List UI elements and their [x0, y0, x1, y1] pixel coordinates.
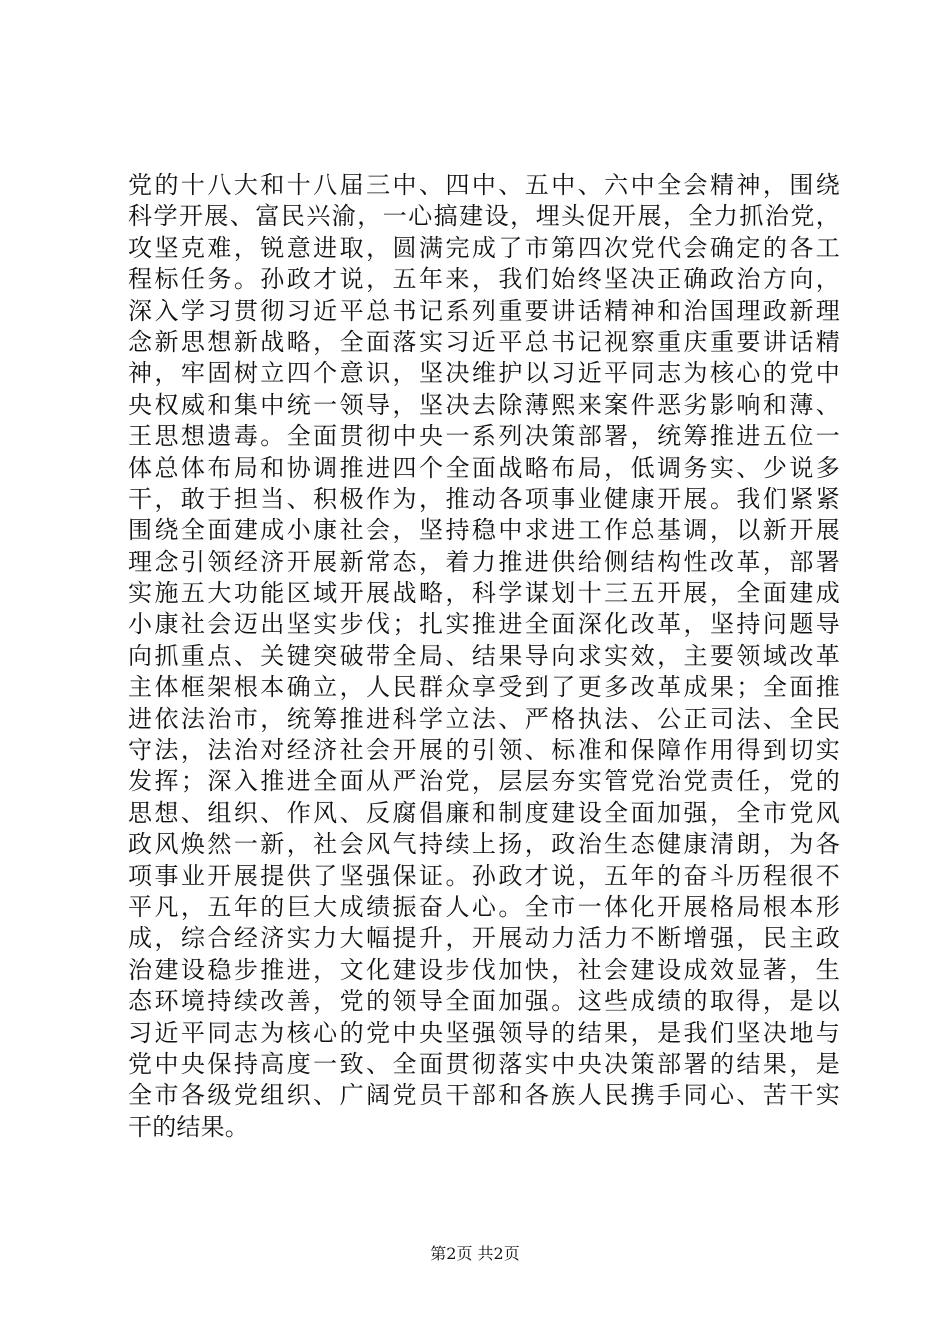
text-line: 发挥；深入推进全面从严治党，层层夯实管党治党责任，党的	[128, 767, 840, 796]
text-line: 党的十八大和十八届三中、四中、五中、六中全会精神，围绕	[128, 171, 840, 199]
text-line: 习近平同志为核心的党中央坚强领导的结果，是我们坚决地与	[128, 1018, 840, 1047]
text-line: 深入学习贯彻习近平总书记系列重要讲话精神和治国理政新理	[128, 296, 840, 325]
body-paragraph	[128, 170, 840, 1143]
text-line: 治建设稳步推进，文化建设步伐加快，社会建设成效显著，生	[128, 955, 840, 984]
text-line: 科学开展、富民兴渝，一心搞建设，埋头促开展，全力抓治党，	[128, 202, 840, 231]
text-line: 政风焕然一新，社会风气持续上扬，政治生态健康清朗，为各	[128, 830, 840, 859]
text-line: 党中央保持高度一致、全面贯彻落实中央决策部署的结果，是	[128, 1049, 840, 1078]
text-line: 小康社会迈出坚实步伐；扎实推进全面深化改革，坚持问题导	[128, 610, 840, 639]
text-line: 态环境持续改善，党的领导全面加强。这些成绩的取得，是以	[128, 987, 840, 1016]
text-line: 攻坚克难，锐意进取，圆满完成了市第四次党代会确定的各工	[128, 233, 840, 262]
text-line: 进依法治市，统筹推进科学立法、严格执法、公正司法、全民	[128, 704, 840, 733]
text-line: 干的结果。	[128, 1112, 249, 1141]
text-line: 理念引领经济开展新常态，着力推进供给侧结构性改革，部署	[128, 547, 840, 576]
text-line: 思想、组织、作风、反腐倡廉和制度建设全面加强，全市党风	[128, 798, 840, 827]
text-line: 平凡，五年的巨大成绩振奋人心。全市一体化开展格局根本形	[128, 892, 840, 921]
text-line: 围绕全面建成小康社会，坚持稳中求进工作总基调，以新开展	[128, 516, 840, 545]
text-line: 向抓重点、关键突破带全局、结果导向求实效，主要领域改革	[128, 641, 840, 670]
text-line: 干，敢于担当、积极作为，推动各项事业健康开展。我们紧紧	[128, 484, 840, 513]
text-line: 守法，法治对经济社会开展的引领、标准和保障作用得到切实	[128, 736, 840, 765]
page-number-footer: 第2页 共2页	[430, 1244, 520, 1263]
text-line: 成，综合经济实力大幅提升，开展动力活力不断增强，民主政	[128, 924, 840, 953]
text-line: 念新思想新战略，全面落实习近平总书记视察重庆重要讲话精	[128, 327, 840, 356]
text-line: 体总体布局和协调推进四个全面战略布局，低调务实、少说多	[128, 453, 840, 482]
text-line: 神，牢固树立四个意识，坚决维护以习近平同志为核心的党中	[128, 359, 840, 388]
text-line: 实施五大功能区域开展战略，科学谋划十三五开展，全面建成	[128, 579, 840, 608]
text-line: 程标任务。孙政才说，五年来，我们始终坚决正确政治方向，	[128, 265, 840, 294]
text-line: 全市各级党组织、广阔党员干部和各族人民携手同心、苦干实	[128, 1081, 840, 1110]
text-line: 项事业开展提供了坚强保证。孙政才说，五年的奋斗历程很不	[128, 861, 840, 890]
text-line: 主体框架根本确立，人民群众享受到了更多改革成果；全面推	[128, 673, 840, 702]
text-line: 央权威和集中统一领导，坚决去除薄熙来案件恶劣影响和薄、	[128, 390, 840, 419]
text-line: 王思想遗毒。全面贯彻中央一系列决策部署，统筹推进五位一	[128, 422, 840, 451]
